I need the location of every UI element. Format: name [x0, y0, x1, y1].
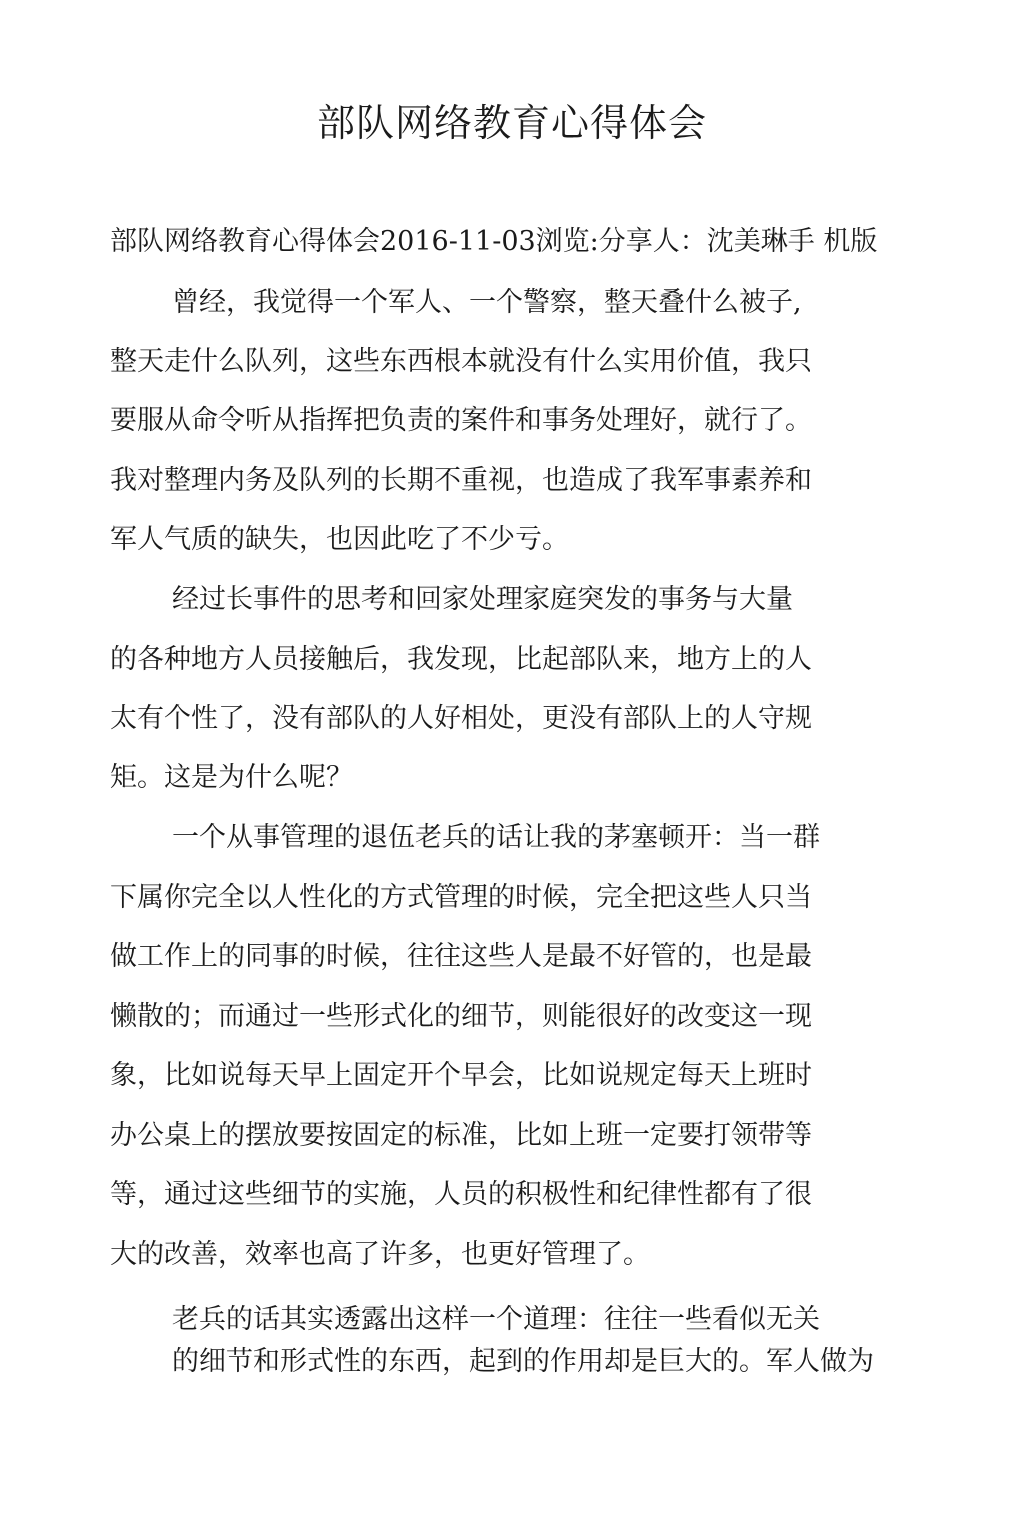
paragraph-4-line-2: 的细节和形式性的东西，起到的作用却是巨大的。军人做为	[172, 1346, 874, 1377]
paragraph-3-line-3: 做工作上的同事的时候，往往这些人是最不好管的，也是最	[110, 941, 812, 972]
paragraph-1-line-1: 曾经，我觉得一个军人、一个警察，整天叠什么被子,	[172, 287, 802, 318]
paragraph-3-line-1: 一个从事管理的退伍老兵的话让我的茅塞顿开：当一群	[172, 822, 820, 853]
paragraph-1-line-4: 我对整理内务及队列的长期不重视，也造成了我军事素养和	[110, 465, 812, 496]
document-title: 部队网络教育心得体会	[316, 101, 707, 145]
paragraph-3-line-2: 下属你完全以人性化的方式管理的时候，完全把这些人只当	[110, 882, 812, 913]
paragraph-3-line-5: 象，比如说每天早上固定开个早会，比如说规定每天上班时	[110, 1060, 812, 1091]
paragraph-3-line-4: 懒散的；而通过一些形式化的细节，则能很好的改变这一现	[110, 1001, 812, 1032]
paragraph-1-line-3: 要服从命令听从指挥把负责的案件和事务处理好，就行了。	[110, 405, 812, 436]
paragraph-2-line-2: 的各种地方人员接触后，我发现，比起部队来，地方上的人	[110, 644, 812, 675]
paragraph-3-line-6: 办公桌上的摆放要按固定的标准，比如上班一定要打领带等	[110, 1120, 812, 1151]
paragraph-2-line-1: 经过长事件的思考和回家处理家庭突发的事务与大量	[172, 584, 793, 615]
paragraph-1-line-2: 整天走什么队列，这些东西根本就没有什么实用价值，我只	[110, 346, 812, 377]
paragraph-2-line-3: 太有个性了，没有部队的人好相处，更没有部队上的人守规	[110, 703, 812, 734]
paragraph-3-line-8: 大的改善，效率也高了许多，也更好管理了。	[110, 1239, 650, 1270]
paragraph-4-line-1: 老兵的话其实透露出这样一个道理：往往一些看似无关	[172, 1304, 820, 1335]
paragraph-2-line-4: 矩。这是为什么呢？	[110, 762, 353, 793]
paragraph-3-line-7: 等，通过这些细节的实施，人员的积极性和纪律性都有了很	[110, 1179, 812, 1210]
meta-line: 部队网络教育心得体会2016-11-03浏览:分享人：沈美琳手 机版	[110, 226, 878, 257]
paragraph-1-line-5: 军人气质的缺失，也因此吃了不少亏。	[110, 524, 569, 555]
